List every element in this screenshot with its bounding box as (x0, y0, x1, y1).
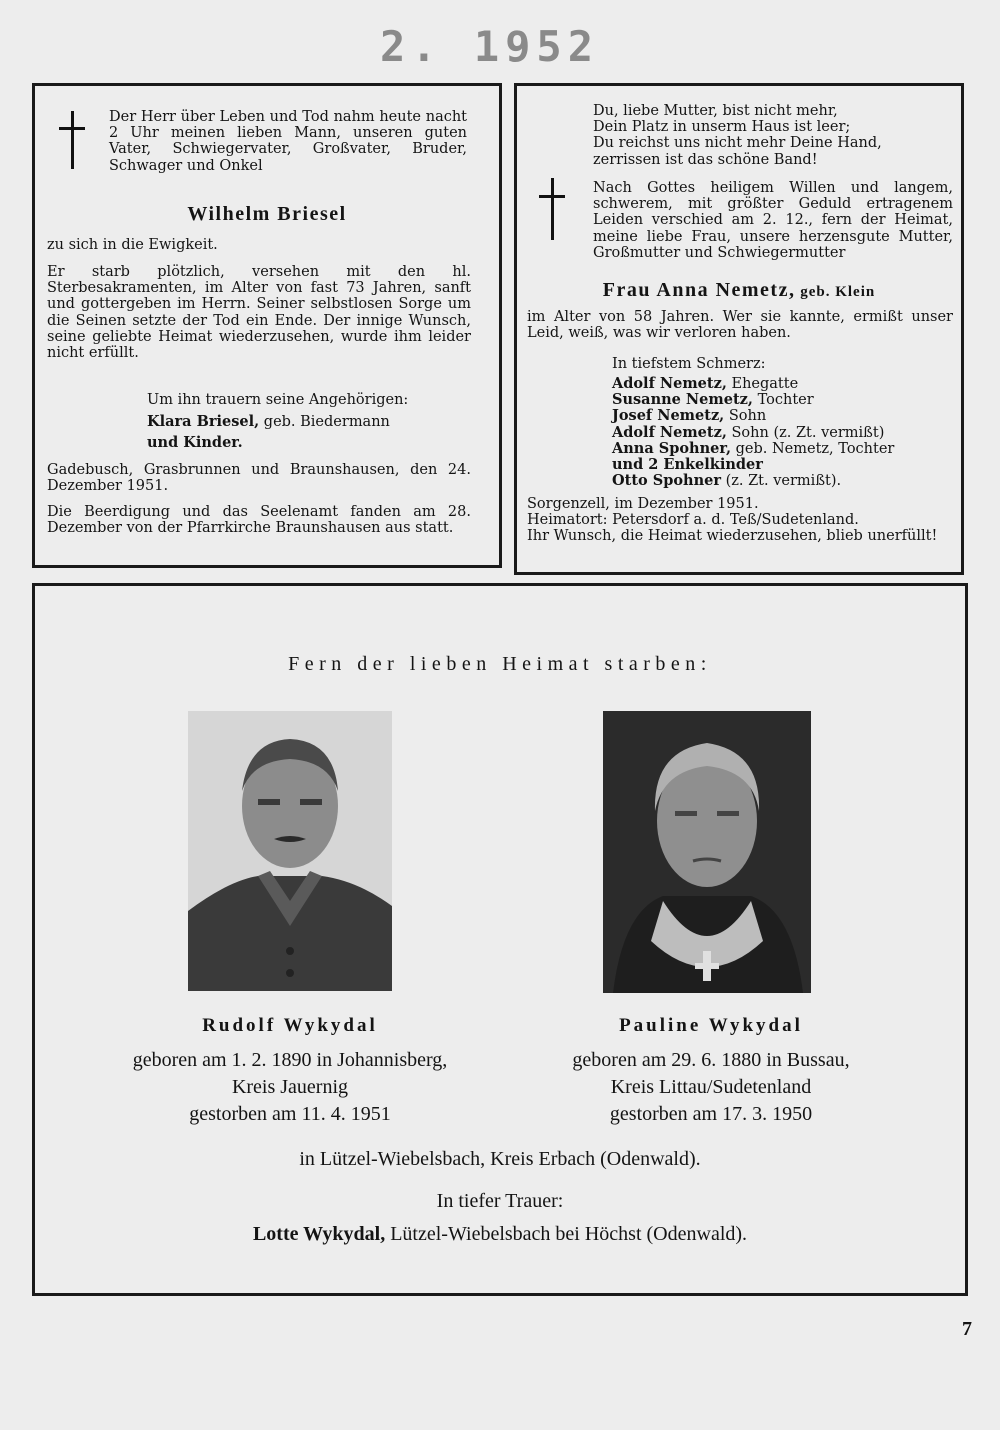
rudolf-district: Kreis Jauernig (231, 1076, 349, 1098)
portrait-rudolf (188, 711, 392, 991)
rudolf-died: gestorben am 11. 4. 1951 (189, 1103, 391, 1125)
nemetz-place: Sorgenzell, im Dezember 1951. (527, 496, 759, 512)
family-member: Otto Spohner (z. Zt. vermißt). (612, 472, 842, 490)
briesel-widow-maiden: geb. Biedermann (259, 414, 390, 430)
cross-icon (539, 178, 565, 240)
family-member: Adolf Nemetz, Sohn (z. Zt. vermißt) (612, 423, 885, 441)
wykydal-grief: In tiefer Trauer: (436, 1190, 564, 1212)
nemetz-home: Heimatort: Petersdorf a. d. Teß/Sudetenland. (527, 512, 859, 528)
nemetz-name: Frau Anna Nemetz, (602, 279, 796, 301)
family-member: Adolf Nemetz, Ehegatte (612, 375, 799, 392)
nemetz-name-line (517, 279, 961, 302)
briesel-line1: zu sich in die Ewigkeit. (47, 237, 218, 253)
family-member: Josef Nemetz, Sohn (612, 407, 767, 425)
poem-line: Du reichst uns nicht mehr Deine Hand, (593, 135, 882, 152)
obituary-nemetz (514, 83, 964, 575)
family-member: und 2 Enkelkinder (612, 456, 763, 474)
nemetz-maiden-name: geb. Klein (795, 284, 876, 300)
pauline-born: geboren am 29. 6. 1880 in Bussau, (572, 1049, 850, 1071)
obituary-briesel (32, 83, 502, 568)
nemetz-age: im Alter von 58 Jahren. Wer sie kannte, ermißt unser Leid, weiß, was wir verloren haben. (527, 309, 953, 342)
poem-line: Du, liebe Mutter, bist nicht mehr, (593, 103, 838, 119)
nemetz-poem (593, 103, 953, 168)
nemetz-wish: Ihr Wunsch, die Heimat wiederzusehen, blieb unerfüllt! (527, 528, 938, 544)
family-member: Anna Spohner, geb. Nemetz, Tochter (612, 439, 895, 457)
mourner-name: Lotte Wykydal, (252, 1223, 386, 1245)
rudolf-name: Rudolf Wykydal (202, 1015, 378, 1036)
briesel-intro: Der Herr über Leben und Tod nahm heute nacht 2 Uhr meinen lieben Mann, unseren guten Vater, Schwiegervater, Großvater, Bruder, Schwager und Onkel (109, 109, 467, 174)
portrait-pauline (603, 711, 811, 993)
page-number: 7 (962, 1318, 972, 1340)
briesel-widow-name: Klara Briesel, (147, 413, 260, 430)
pauline-died: gestorben am 17. 3. 1950 (609, 1103, 813, 1125)
pauline-name: Pauline Wykydal (619, 1015, 803, 1036)
nemetz-family-list (612, 376, 894, 489)
cross-icon (59, 111, 85, 169)
obituary-wykydal (32, 583, 968, 1296)
family-member: Susanne Nemetz, Tochter (612, 391, 814, 409)
poem-line: Dein Platz in unserm Haus ist leer; (593, 119, 851, 136)
archive-stamp: 2. 1952 (380, 22, 600, 71)
poem-line: zerrissen ist das schöne Band! (593, 151, 818, 168)
briesel-name: Wilhelm Briesel (187, 203, 347, 225)
briesel-mourn-line (147, 414, 477, 430)
rudolf-details (90, 1047, 490, 1128)
mourner-place: Lützel-Wiebelsbach bei Höchst (Odenwald). (385, 1223, 748, 1245)
pauline-details (511, 1047, 911, 1128)
briesel-burial: Die Beerdigung und das Seelenamt fanden am 28. Dezember von der Pfarrkirche Braunshausen aus statt. (47, 504, 471, 537)
briesel-place-date: Gadebusch, Grasbrunnen und Braunshausen, den 24. Dezember 1951. (47, 462, 471, 495)
nemetz-intro: Nach Gottes heiligem Willen und langem, schwerem, mit größter Geduld ertragenem Leiden verschied am 2. 12., fern der Heimat, meine liebe Frau, unsere herzensgute Mutter, Großmutter und Schwiegermutter (593, 180, 953, 261)
pauline-district: Kreis Littau/Sudetenland (610, 1076, 812, 1098)
wykydal-lead: Fern der lieben Heimat starben: (288, 653, 712, 675)
briesel-mourn-intro: Um ihn trauern seine Angehörigen: (147, 392, 409, 408)
wykydal-mourner (35, 1221, 965, 1248)
briesel-body: Er starb plötzlich, versehen mit den hl. Sterbesakramenten, im Alter von fast 73 Jahren, sanft und gottergeben im Herrn. Seiner selbstlosen Sorge um die Seinen setzte der Tod ein Ende. Der innige Wunsch, seine geliebte Heimat wiederzusehen, wurde ihm leider nicht erfüllt. (47, 264, 471, 362)
wykydal-place: in Lützel-Wiebelsbach, Kreis Erbach (Odenwald). (299, 1148, 701, 1170)
nemetz-grief: In tiefstem Schmerz: (612, 356, 766, 372)
briesel-mourn-kids: und Kinder. (147, 434, 243, 451)
rudolf-born: geboren am 1. 2. 1890 in Johannisberg, (132, 1049, 448, 1071)
